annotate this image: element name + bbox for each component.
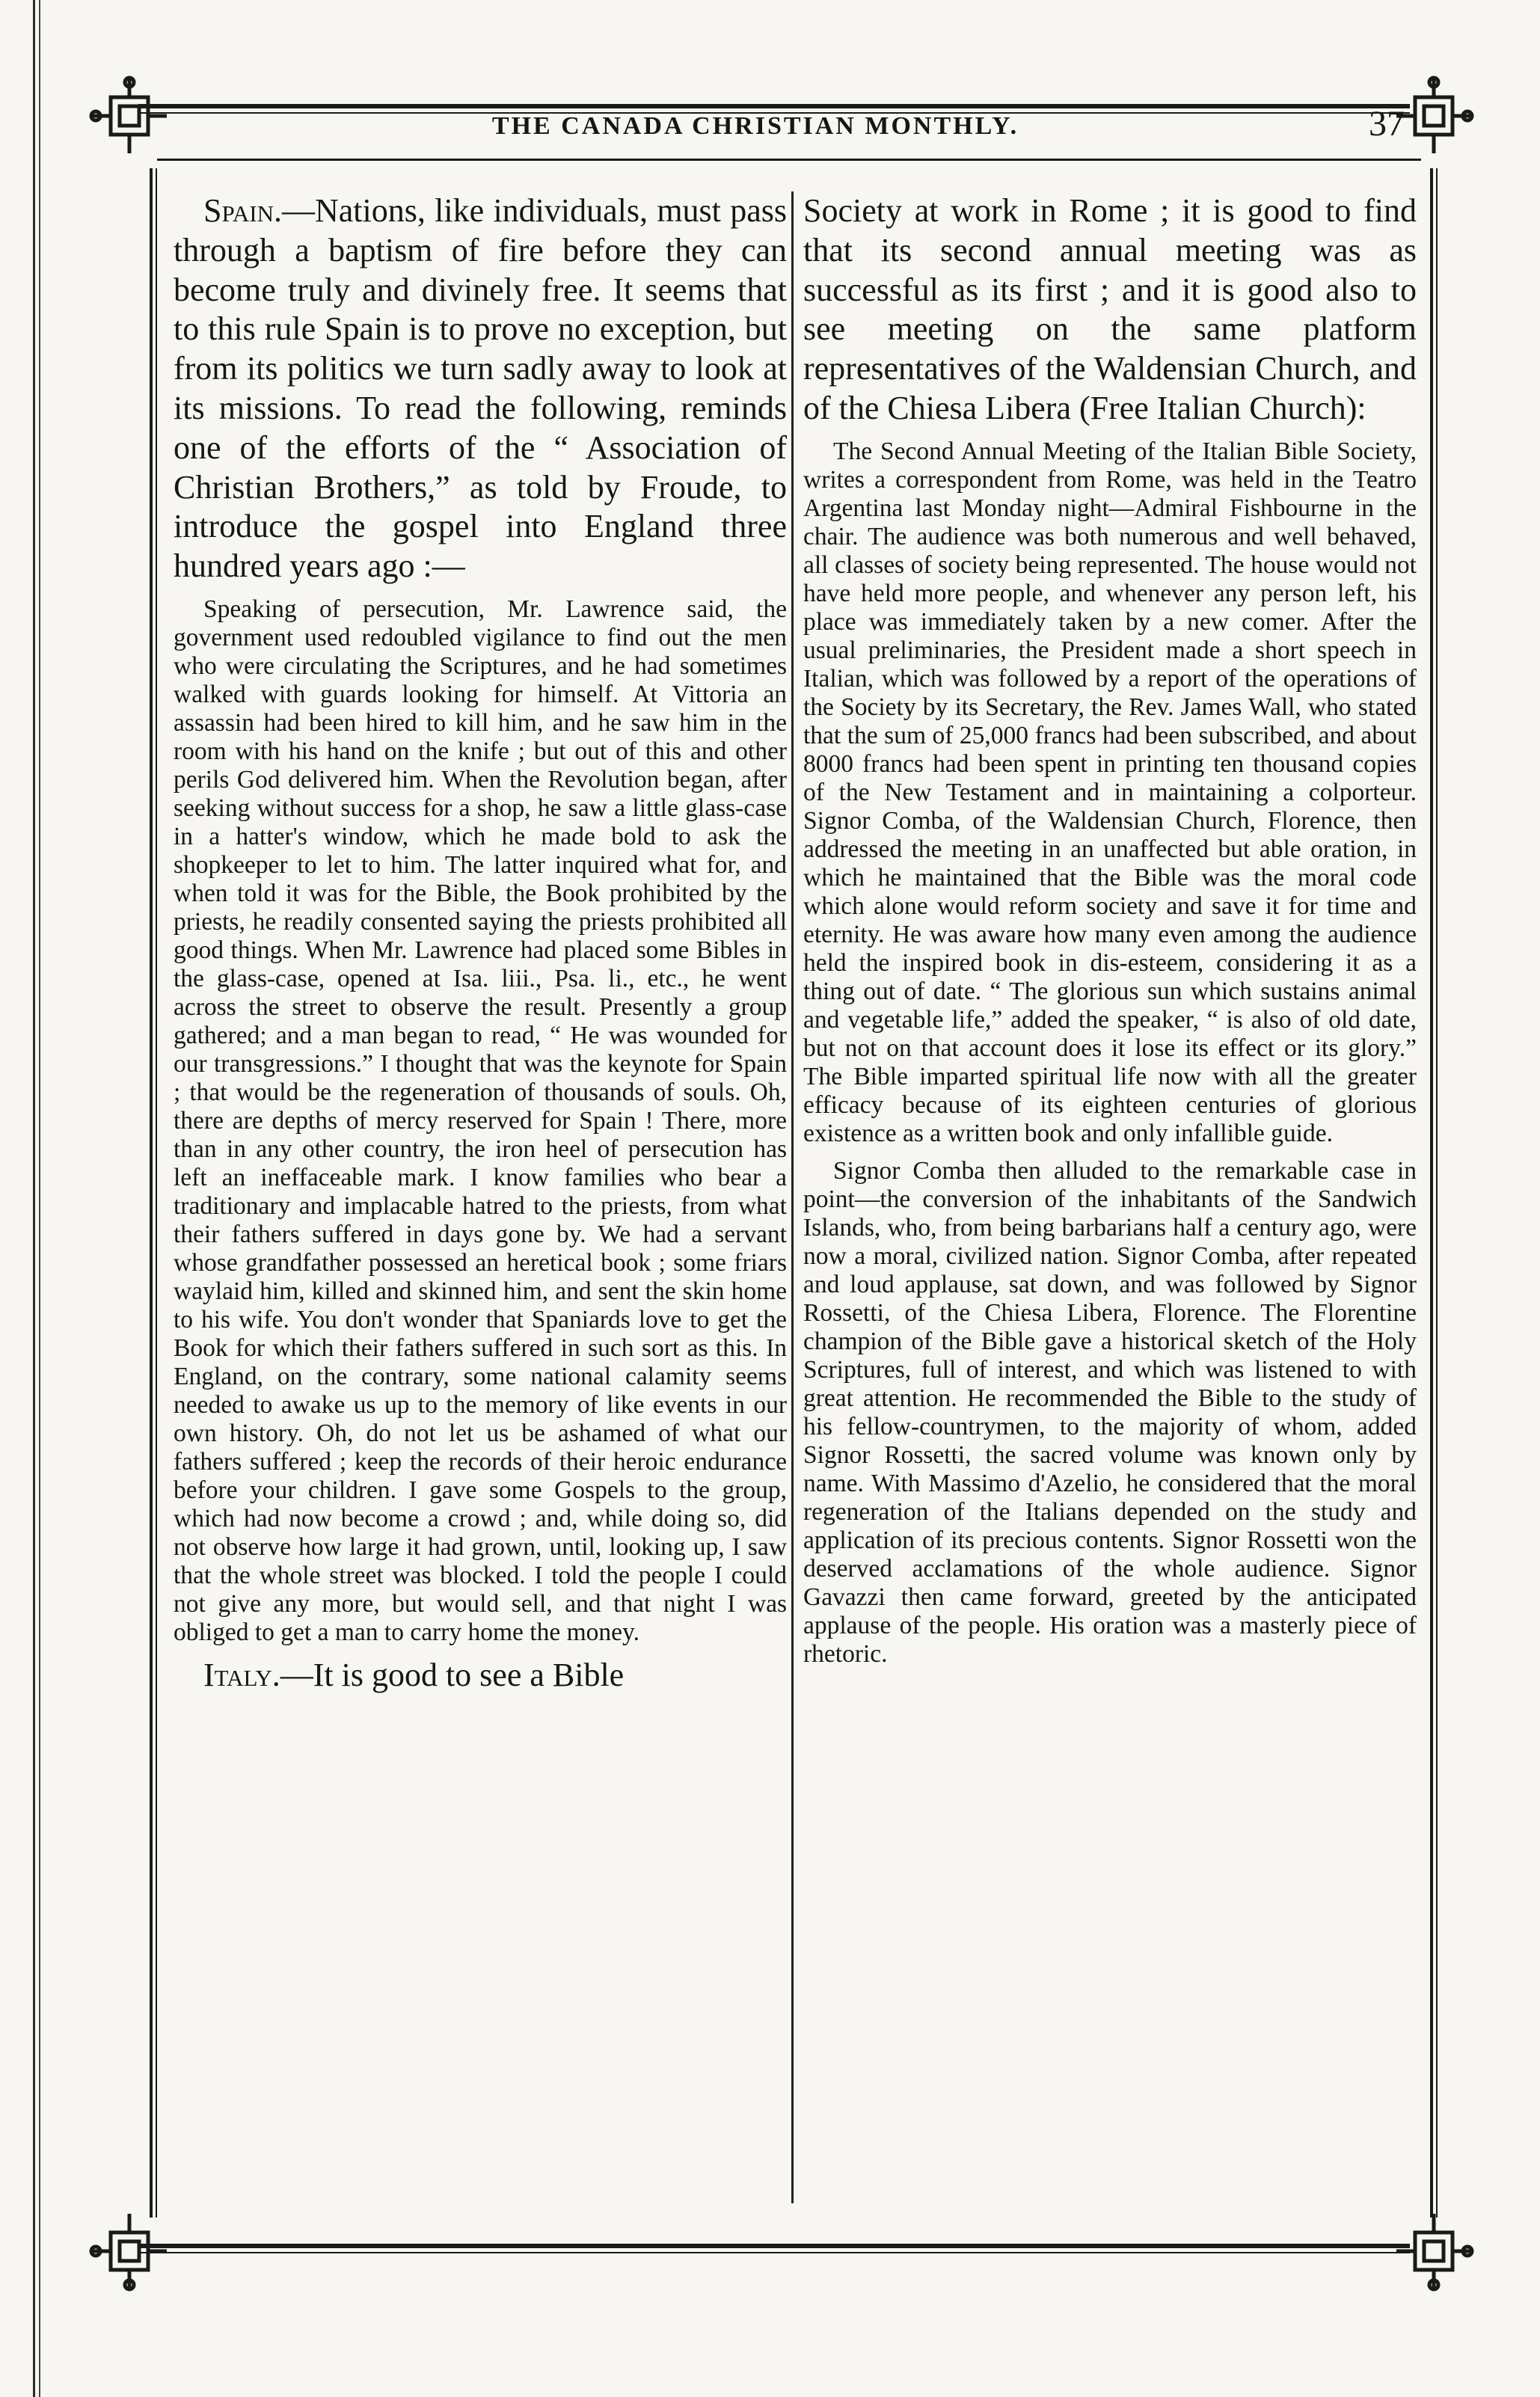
frame-top-rule [138, 104, 1410, 108]
corner-ornament-top-right [1393, 75, 1475, 157]
frame-bottom-rule-thin [138, 2252, 1410, 2253]
spain-quote: Speaking of persecution, Mr. Lawrence said, the government used redoubled vigilance to find out the men who were circulating the Scriptures, and he had sometimes walked with guards looking for himself. At Vittoria an assassin had been hired to kill him, and he saw him in the room with his hand on the knife ; but out of this and other perils God delivered him. When the Revolution began, after seeking without success for a shop, he saw a little glass-case in a hatter's window, which he made bold to ask the shopkeeper to let to him. The latter inquired what for, and when told it was for the Bible, the Book prohibited by the priests, he readily consented saying the priests prohibited all good things. When Mr. Lawrence had placed some Bibles in the glass-case, opened at Isa. liii., Psa. li., etc., he went across the street to observe the result. Presently a group gathered; and a man began to read, “ He was wounded for our transgressions.” I thought that was the keynote for Spain ; that would be the regeneration of thousands of souls. Oh, there are depths of mercy reserved for Spain ! There, more than in any other country, the iron heel of persecution has left an ineffaceable mark. I know families who bear a traditionary and implacable hatred to the priests, from what their fathers suffered in days gone by. We had a servant whose grandfather possessed an heretical book ; some friars waylaid him, killed and skinned him, and sent the skin home to his wife. You don't wonder that Spaniards love to get the Book for which their fathers suffered in such sort as this. In England, on the contrary, some national calamity seems needed to awake us up to the memory of like events in our own history. Oh, do not let us be ashamed of what our fathers suffered ; keep the records of their heroic endurance before your children. I gave some Gospels to the group, which had now become a crowd ; and, while doing so, did not observe how large it had grown, until, looking up, I saw that the whole street was blocked. I told the people I could not give any more, but would sell, and that night I was obliged to get a man to carry home the money. [174, 595, 787, 1646]
italy-paragraph-continued: Society at work in Rome ; it is good to find that its second annual meeting was as successful as its first ; and it is good also to see meeting on the same platform representatives of the Waldensian Church, and of the Chiesa Libera (Free Italian Church): [803, 192, 1417, 426]
frame-right-rule-thin [1436, 168, 1438, 2218]
frame-left-rule [150, 168, 153, 2218]
spain-intro-text: —Nations, like individuals, must pass through a baptism of fire before they can become truly and divinely free. It seems that to this rule Spain is to prove no exception, but from its politics we turn sadly away to look at its missions. To read the following, reminds one of the efforts of the “ Association of Christian Brothers,” as told by Froude, to introduce the gospel into England three hundred years ago :— [174, 192, 787, 585]
page-edge-rule-inner [39, 0, 40, 2397]
corner-ornament-bottom-right [1393, 2210, 1475, 2292]
page-edge-rule [33, 0, 35, 2397]
running-header-title: THE CANADA CHRISTIAN MONTHLY. [491, 112, 1019, 140]
italy-paragraph-start [174, 1656, 787, 1695]
corner-ornament-top-left [88, 75, 171, 157]
corner-ornament-bottom-left [88, 2210, 171, 2292]
italy-start-text: —It is good to see a Bible [280, 1656, 625, 1693]
left-column [174, 191, 787, 1695]
spain-heading: Spain. [203, 192, 282, 229]
italy-heading: Italy. [203, 1656, 280, 1693]
italy-quote-second: Signor Comba then alluded to the remarkable case in point—the conversion of the inhabitants of the Sandwich Islands, who, from being barbarians half a century ago, were now a moral, civilized nation. Signor Comba, after repeated and loud applause, sat down, and was followed by Signor Rossetti, of the Chiesa Libera, Florence. The Florentine champion of the Bible gave a historical sketch of the Holy Scriptures, full of interest, and which was listened to with great attention. He recommended the Bible to the study of his fellow-countrymen, to the majority of whom, added Signor Rossetti, the sacred volume was known only by name. With Massimo d'Azelio, he considered that the moral regeneration of the Italians depended on the study and application of its precious contents. Signor Rossetti won the deserved acclamations of the whole audience. Signor Gavazzi then came forward, greeted by the anticipated applause of the people. His oration was a masterly piece of rhetoric. [803, 1156, 1417, 1668]
frame-left-rule-thin [156, 168, 157, 2218]
italy-quote-first: The Second Annual Meeting of the Italian Bible Society, writes a correspondent from Rome, was held in the Teatro Argentina last Monday night—Admiral Fishbourne in the chair. The audience was both numerous and well behaved, all classes of society being represented. The house would not have held more people, and whenever any person left, his place was immediately taken by a new comer. After the usual preliminaries, the President made a short speech in Italian, which was followed by a report of the operations of the Society by its Secretary, the Rev. James Wall, who stated that the sum of 25,000 francs had been subscribed, and about 8000 francs had been spent in printing ten thousand copies of the New Testament and in maintaining a colporteur. Signor Comba, of the Waldensian Church, Florence, then addressed the meeting in an unaffected but able oration, in which he maintained that the Bible was the moral code which alone would reform society and save it for time and eternity. He was aware how many even among the audience held the inspired book in dis-esteem, considering it as a thing out of date. “ The glorious sun which sustains animal and vegetable life,” added the speaker, “ is also of old date, but not on that account does it lose its effect or its glory.” The Bible imparted spiritual life now with all the greater efficacy because of its eighteen centuries of glorious existence as a written book and only infallible guide. [803, 437, 1417, 1147]
frame-right-rule [1430, 168, 1433, 2218]
spain-paragraph [174, 191, 787, 586]
page-number: 37 [1369, 104, 1405, 144]
column-divider [791, 191, 794, 2203]
frame-bottom-rule [138, 2244, 1410, 2248]
frame-header-underline [157, 159, 1421, 161]
right-column [803, 191, 1417, 1669]
